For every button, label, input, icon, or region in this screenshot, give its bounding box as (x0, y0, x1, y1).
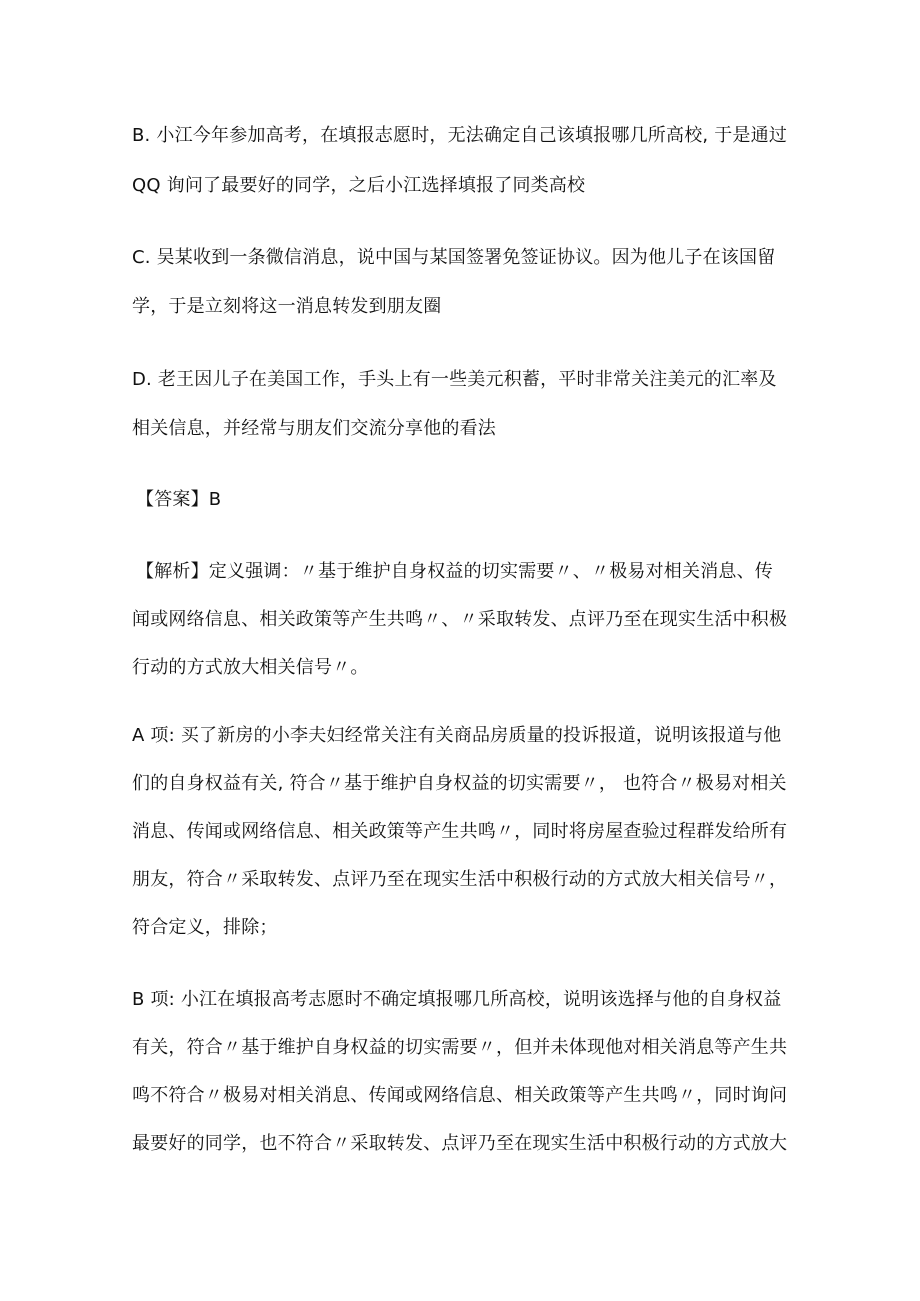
option-d-line-1: D. 老王因儿子在美国工作，手头上有一些美元积蓄，平时非常关注美元的汇率及 (132, 369, 777, 390)
option-b-line-1: B. 小江今年参加高考，在填报志愿时，无法确定自己该填报哪几所高校, 于是通过 (132, 125, 788, 146)
item-a-line-5: 符合定义，排除； (132, 917, 278, 938)
item-b-line-2: 有关，符合〃基于维护自身权益的切实需要〃，但并未体现他对相关消息等产生共 (132, 1037, 788, 1058)
item-b-line-1: B 项: 小江在填报高考志愿时不确定填报哪几所高校，说明该选择与他的自身权益 (132, 989, 782, 1010)
option-c-line-1: C. 吴某收到一条微信消息，说中国与某国签署免签证协议。因为他儿子在该国留 (132, 247, 776, 268)
item-b-line-4: 最要好的同学，也不符合〃采取转发、点评乃至在现实生活中积极行动的方式放大 (132, 1133, 788, 1154)
option-b-line-2: QQ 询问了最要好的同学，之后小江选择填报了同类高校 (132, 175, 586, 196)
item-a-line-1: A 项: 买了新房的小李夫妇经常关注有关商品房质量的投诉报道，说明该报道与他 (132, 725, 782, 746)
option-c-line-2: 学，于是立刻将这一消息转发到朋友圈 (132, 296, 442, 317)
option-d-line-2: 相关信息，并经常与朋友们交流分享他的看法 (132, 418, 496, 439)
item-a-line-3: 消息、传闻或网络信息、相关政策等产生共鸣〃，同时将房屋查验过程群发给所有 (132, 821, 788, 842)
item-a-line-4: 朋友，符合〃采取转发、点评乃至在现实生活中积极行动的方式放大相关信号〃， (132, 869, 788, 890)
answer: 【答案】B (136, 489, 222, 510)
analysis-line-2: 闻或网络信息、相关政策等产生共鸣〃、〃采取转发、点评乃至在现实生活中积极 (132, 609, 788, 630)
analysis-line-3: 行动的方式放大相关信号〃。 (132, 657, 369, 678)
analysis-line-1: 【解析】定义强调：〃基于维护自身权益的切实需要〃、〃极易对相关消息、传 (136, 561, 773, 582)
item-b-line-3: 鸣不符合〃极易对相关消息、传闻或网络信息、相关政策等产生共鸣〃，同时询问 (132, 1085, 788, 1106)
item-a-line-2: 们的自身权益有关, 符合〃基于维护自身权益的切实需要〃， 也符合〃极易对相关 (132, 773, 787, 794)
